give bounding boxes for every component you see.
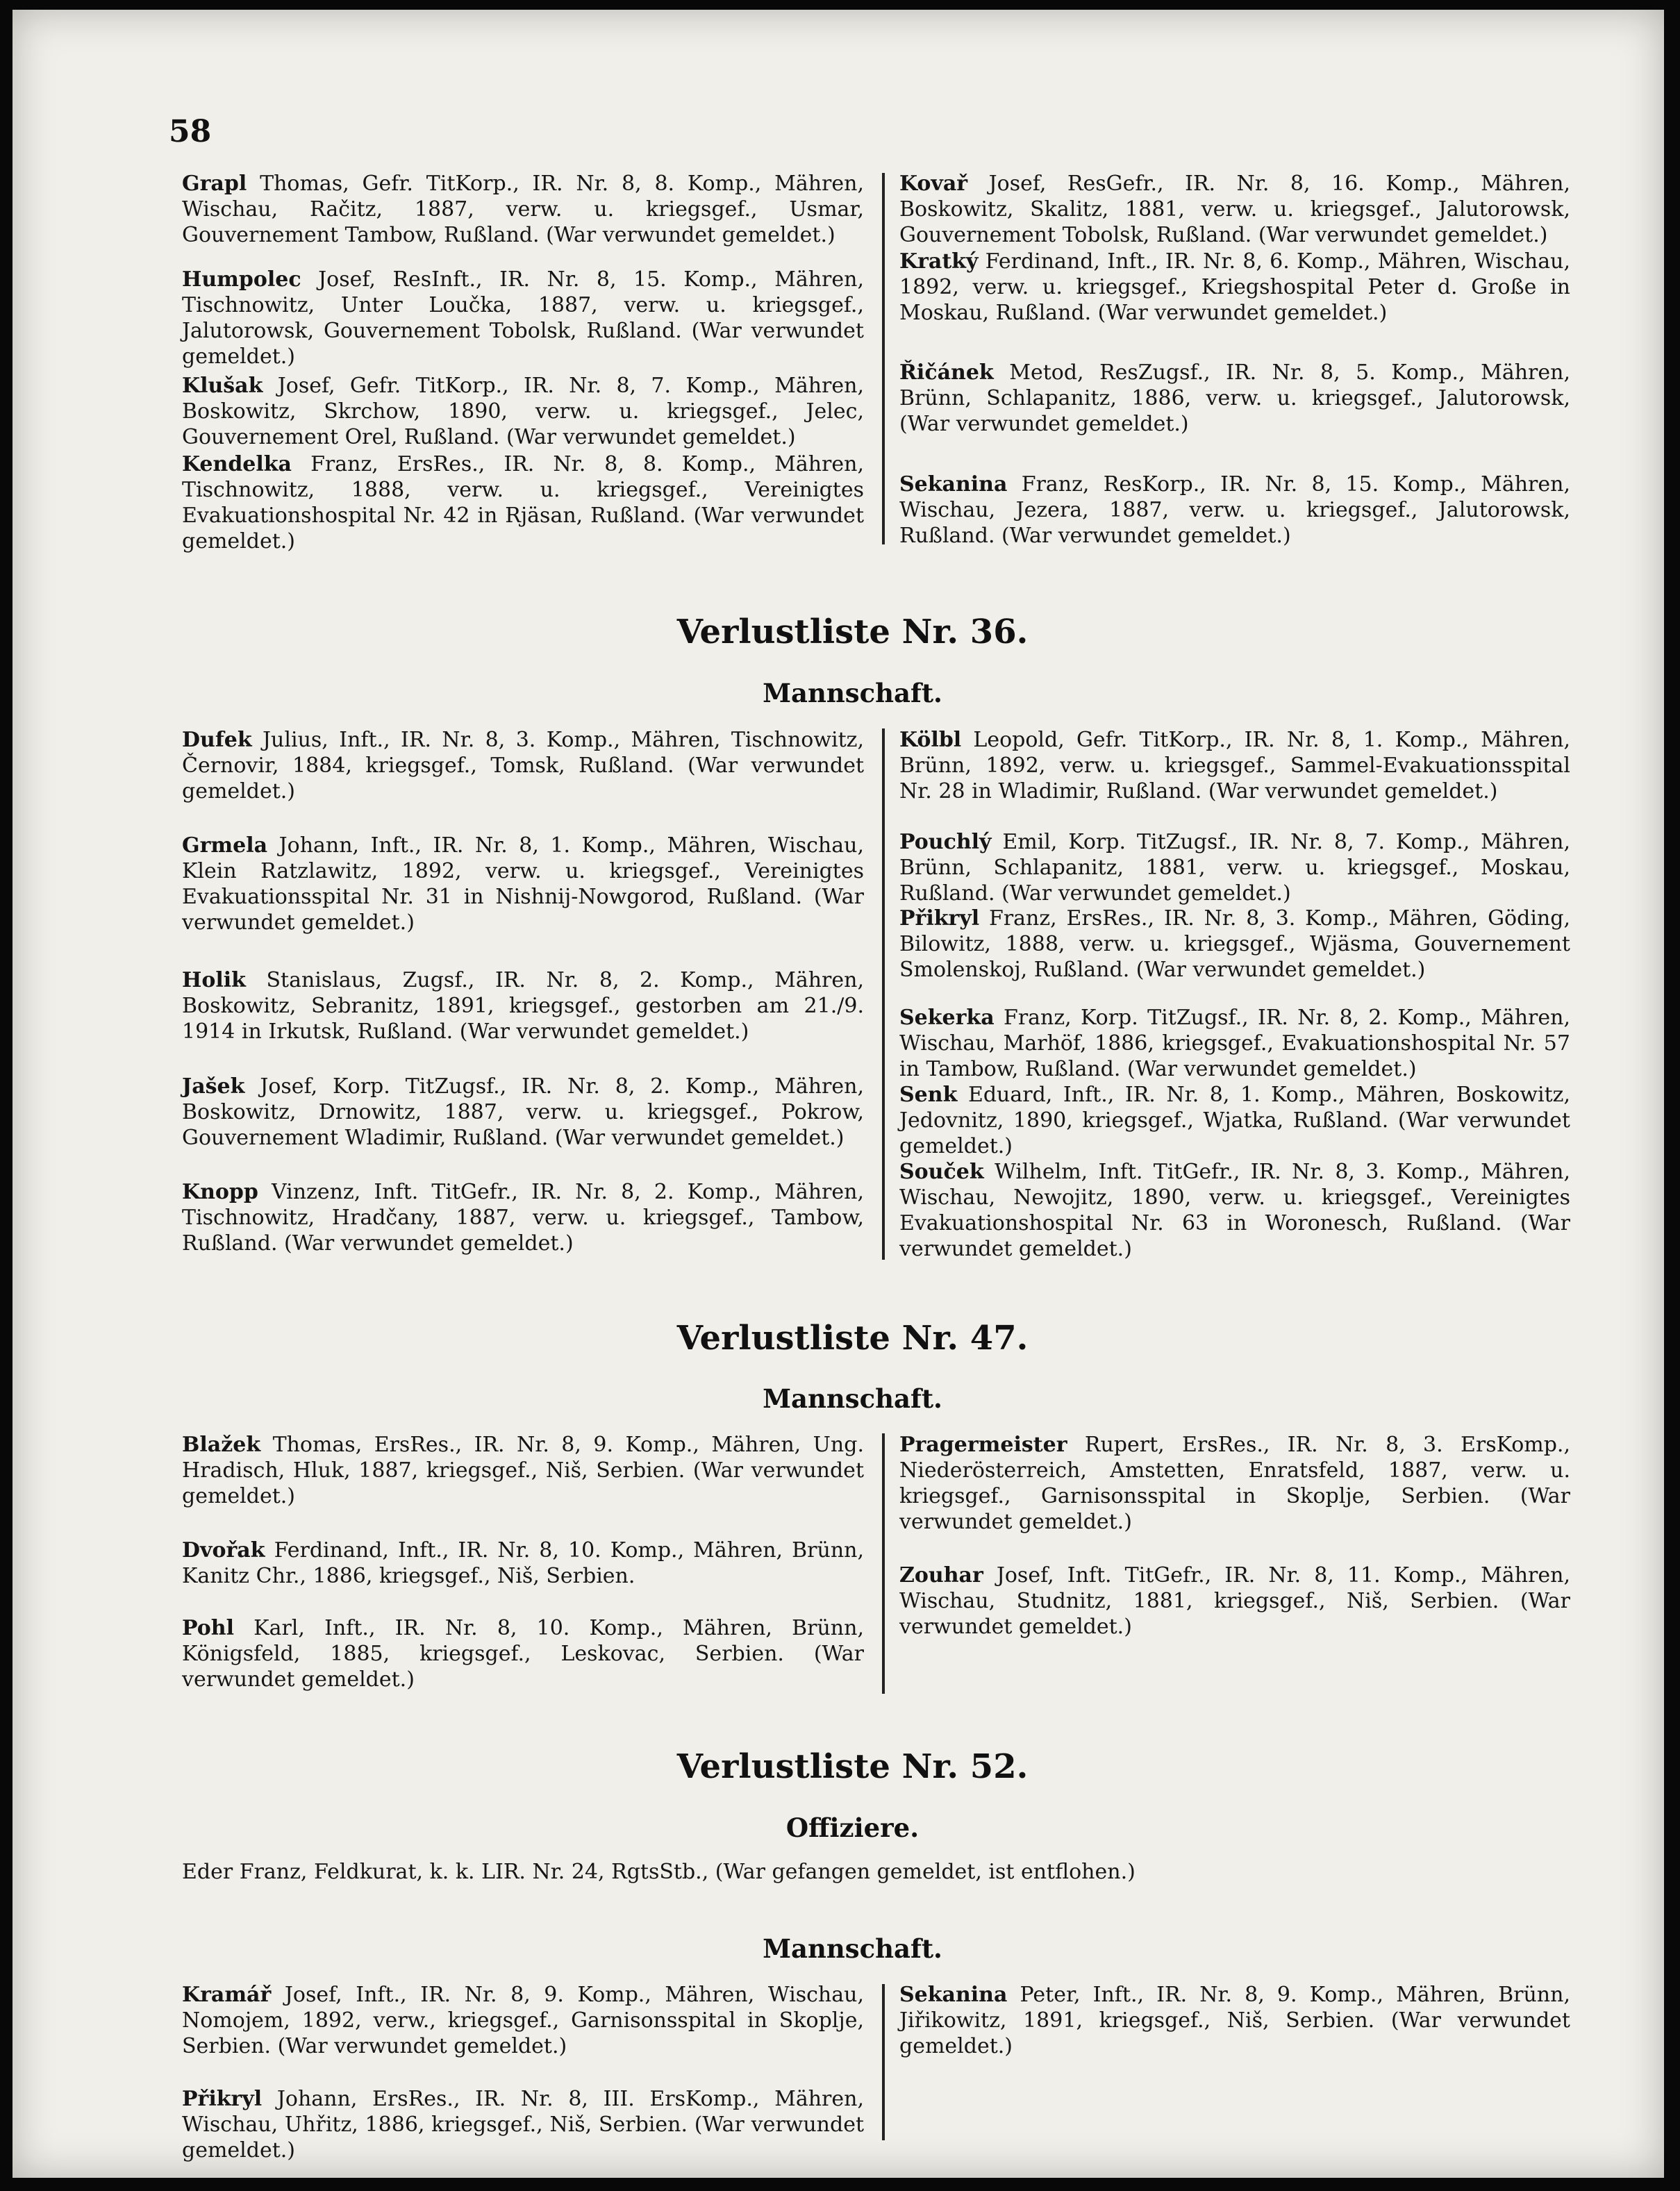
casualty-entry xyxy=(899,829,1570,906)
entry-surname: Kratký xyxy=(899,249,979,274)
entry-surname: Blažek xyxy=(182,1433,261,1457)
casualty-entry xyxy=(182,171,864,248)
column-divider xyxy=(882,1984,885,2140)
casualty-entry xyxy=(182,451,864,554)
entry-details: Leopold, Gefr. TitKorp., IR. Nr. 8, 1. Komp., Mähren, Brünn, 1892, verw. u. kriegsgef., Sammel-Evakuationsspital Nr. 28 in Wladimir, Rußland. (War verwundet gemeldet.) xyxy=(899,728,1570,803)
casualty-entry xyxy=(182,1074,864,1151)
section-subtitle: Mannschaft. xyxy=(763,1383,942,1414)
entry-details: Karl, Inft., IR. Nr. 8, 10. Komp., Mähren, Brünn, Königsfeld, 1885, kriegsgef., Leskovac, Serbien. (War verwundet gemeldet.) xyxy=(182,1616,864,1692)
entry-surname: Pouchlý xyxy=(899,830,992,854)
casualty-entry xyxy=(899,360,1570,437)
casualty-entry xyxy=(899,1082,1570,1159)
casualty-entry xyxy=(899,1563,1570,1640)
entry-details: Franz, Korp. TitZugsf., IR. Nr. 8, 2. Komp., Mähren, Wischau, Marhöf, 1886, kriegsgef., Evakuationshospital Nr. 57 in Tambow, Rußland. (War verwundet gemeldet.) xyxy=(899,1006,1570,1081)
entry-surname: Holik xyxy=(182,968,246,992)
entry-details: Josef, ResGefr., IR. Nr. 8, 16. Komp., Mähren, Boskowitz, Skalitz, 1881, verw. u. kriegsgef., Jalutorowsk, Gouvernement Tobolsk, Rußland. (War verwundet gemeldet.) xyxy=(899,172,1570,247)
entry-surname: Klušak xyxy=(182,374,263,398)
entry-surname: Grapl xyxy=(182,172,247,196)
casualty-entry xyxy=(182,267,864,369)
entry-details: Franz, Feldkurat, k. k. LIR. Nr. 24, RgtsStb., (War gefangen gemeldet, ist entflohen.) xyxy=(239,1860,1136,1884)
document-page xyxy=(13,10,1664,2178)
entry-surname: Kovař xyxy=(899,172,968,196)
entry-details: Franz, ErsRes., IR. Nr. 8, 8. Komp., Mähren, Tischnowitz, 1888, verw. u. kriegsgef., Vereinigtes Evakuationshospital Nr. 42 in Rjäsan, Rußland. (War verwundet gemeldet.) xyxy=(182,452,864,553)
entry-details: Josef, Korp. TitZugsf., IR. Nr. 8, 2. Komp., Mähren, Boskowitz, Drnowitz, 1887, verw. u. kriegsgef., Pokrow, Gouvernement Wladimir, Rußland. (War verwundet gemeldet.) xyxy=(182,1074,864,1150)
casualty-entry xyxy=(182,1179,864,1256)
casualty-entry xyxy=(899,171,1570,248)
entry-details: Josef, Inft., IR. Nr. 8, 9. Komp., Mähren, Wischau, Nomojem, 1892, verw., kriegsgef., Garnisonsspital in Skoplje, Serbien. (War verwundet gemeldet.) xyxy=(182,1983,864,2058)
casualty-entry xyxy=(899,1432,1570,1535)
entry-surname: Zouhar xyxy=(899,1563,983,1588)
entry-surname: Kendelka xyxy=(182,452,292,476)
entry-surname: Sekanina xyxy=(899,472,1008,497)
entry-details: Josef, Gefr. TitKorp., IR. Nr. 8, 7. Komp., Mähren, Boskowitz, Skrchow, 1890, verw. u. kriegsgef., Jelec, Gouvernement Orel, Rußland. (War verwundet gemeldet.) xyxy=(182,374,865,449)
entry-surname: Souček xyxy=(899,1160,984,1184)
entry-details: Johann, ErsRes., IR. Nr. 8, III. ErsKomp., Mähren, Wischau, Uhřitz, 1886, kriegsgef., Niš, Serbien. (War verwundet gemeldet.) xyxy=(182,2087,864,2163)
entry-details: Franz, ResKorp., IR. Nr. 8, 15. Komp., Mähren, Wischau, Jezera, 1887, verw. u. kriegsgef., Jalutorowsk, Rußland. (War verwundet gemeldet.) xyxy=(899,472,1570,548)
entry-details: Josef, Inft. TitGefr., IR. Nr. 8, 11. Komp., Mähren, Wischau, Studnitz, 1881, kriegsgef., Niš, Serbien. (War verwundet gemeldet.) xyxy=(899,1563,1570,1639)
casualty-entry xyxy=(182,373,864,450)
entry-details: Thomas, Gefr. TitKorp., IR. Nr. 8, 8. Komp., Mähren, Wischau, Račitz, 1887, verw. u. kriegsgef., Usmar, Gouvernement Tambow, Rußland. (War verwundet gemeldet.) xyxy=(182,172,864,247)
casualty-entry xyxy=(899,249,1570,326)
entry-details: Franz, ErsRes., IR. Nr. 8, 3. Komp., Mähren, Göding, Bilowitz, 1888, verw. u. kriegsgef., Wjäsma, Gouvernement Smolenskoj, Rußland. (War verwundet gemeldet.) xyxy=(899,906,1570,982)
section-subtitle: Mannschaft. xyxy=(763,678,942,708)
section-title: Verlustliste Nr. 36. xyxy=(676,613,1029,651)
column-divider xyxy=(882,1433,885,1694)
entry-details: Emil, Korp. TitZugsf., IR. Nr. 8, 7. Komp., Mähren, Brünn, Schlapanitz, 1881, verw. u. kriegsgef., Moskau, Rußland. (War verwundet gemeldet.) xyxy=(899,830,1570,906)
entry-surname: Humpolec xyxy=(182,267,301,292)
casualty-entry xyxy=(899,1005,1570,1082)
entry-details: Eduard, Inft., IR. Nr. 8, 1. Komp., Mähren, Boskowitz, Jedovnitz, 1890, kriegsgef., Wjatka, Rußland. (War verwundet gemeldet.) xyxy=(899,1083,1570,1158)
entry-details: Wilhelm, Inft. TitGefr., IR. Nr. 8, 3. Komp., Mähren, Wischau, Newojitz, 1890, verw. u. kriegsgef., Vereinigtes Evakuationshospital Nr. 63 in Woronesch, Rußland. (War verwundet gemeldet.) xyxy=(899,1160,1570,1261)
section-title: Verlustliste Nr. 52. xyxy=(676,1747,1029,1786)
entry-surname: Dufek xyxy=(182,728,252,752)
casualty-entry xyxy=(899,906,1570,983)
casualty-entry xyxy=(182,1615,864,1692)
entry-details: Josef, ResInft., IR. Nr. 8, 15. Komp., Mähren, Tischnowitz, Unter Loučka, 1887, verw. u. kriegsgef., Jalutorowsk, Gouvernement Tobolsk, Rußland. (War verwundet gemeldet.) xyxy=(182,267,864,369)
entry-details: Vinzenz, Inft. TitGefr., IR. Nr. 8, 2. Komp., Mähren, Tischnowitz, Hradčany, 1887, verw. u. kriegsgef., Tambow, Rußland. (War verwundet gemeldet.) xyxy=(182,1180,864,1256)
casualty-entry xyxy=(182,1538,864,1589)
casualty-entry xyxy=(899,1159,1570,1262)
column-divider xyxy=(882,728,885,1260)
entry-surname: Sekerka xyxy=(899,1006,995,1030)
entry-details: Johann, Inft., IR. Nr. 8, 1. Komp., Mähren, Wischau, Klein Ratzlawitz, 1892, verw. u. kriegsgef., Vereinigtes Evakuationsspital Nr. 31 in Nishnij-Nowgorod, Rußland. (War verwundet gemeldet.) xyxy=(182,833,864,935)
casualty-entry xyxy=(899,727,1570,804)
entry-surname: Přikryl xyxy=(899,906,980,931)
entry-surname: Jašek xyxy=(182,1074,245,1099)
entry-surname: Pohl xyxy=(182,1616,234,1640)
entry-details: Peter, Inft., IR. Nr. 8, 9. Komp., Mähren, Brünn, Jiřikowitz, 1891, kriegsgef., Niš, Serbien. (War verwundet gemeldet.) xyxy=(899,1983,1570,2058)
officer-entry xyxy=(182,1859,1571,1885)
casualty-entry xyxy=(182,1982,864,2059)
section-title: Verlustliste Nr. 47. xyxy=(676,1319,1029,1358)
entry-surname: Kramář xyxy=(182,1983,272,2007)
entry-surname: Dvořak xyxy=(182,1538,265,1563)
casualty-entry xyxy=(182,833,864,935)
section-subtitle: Mannschaft. xyxy=(763,1933,942,1964)
casualty-entry xyxy=(182,727,864,804)
entry-surname: Grmela xyxy=(182,833,268,858)
casualty-entry xyxy=(899,472,1570,549)
casualty-entry xyxy=(182,967,864,1044)
entry-surname: Přikryl xyxy=(182,2087,263,2111)
entry-details: Rupert, ErsRes., IR. Nr. 8, 3. ErsKomp., Niederösterreich, Amstetten, Enratsfeld, 1887, verw. u. kriegsgef., Garnisonsspital in Skoplje, Serbien. (War verwundet gemeldet.) xyxy=(899,1433,1570,1534)
entry-details: Ferdinand, Inft., IR. Nr. 8, 6. Komp., Mähren, Wischau, 1892, verw. u. kriegsgef., Kriegshospital Peter d. Große in Moskau, Rußland. (War verwundet gemeldet.) xyxy=(899,249,1570,325)
entry-details: Thomas, ErsRes., IR. Nr. 8, 9. Komp., Mähren, Ung. Hradisch, Hluk, 1887, kriegsgef., Niš, Serbien. (War verwundet gemeldet.) xyxy=(182,1433,864,1508)
entry-details: Julius, Inft., IR. Nr. 8, 3. Komp., Mähren, Tischnowitz, Černovir, 1884, kriegsgef., Tomsk, Rußland. (War verwundet gemeldet.) xyxy=(182,728,864,803)
entry-details: Metod, ResZugsf., IR. Nr. 8, 5. Komp., Mähren, Brünn, Schlapanitz, 1886, verw. u. kriegsgef., Jalutorowsk, (War verwundet gemeldet.) xyxy=(899,360,1570,436)
entry-surname: Kölbl xyxy=(899,728,962,752)
entry-surname: Sekanina xyxy=(899,1983,1008,2007)
entry-surname: Eder xyxy=(182,1860,233,1884)
casualty-entry xyxy=(182,2086,864,2163)
page-number: 58 xyxy=(169,114,212,149)
entry-surname: Řičánek xyxy=(899,360,994,385)
entry-surname: Pragermeister xyxy=(899,1433,1067,1457)
officers-subtitle: Offiziere. xyxy=(785,1813,920,1843)
entry-surname: Knopp xyxy=(182,1180,258,1204)
casualty-entry xyxy=(182,1432,864,1509)
column-divider xyxy=(882,173,885,544)
entry-details: Stanislaus, Zugsf., IR. Nr. 8, 2. Komp., Mähren, Boskowitz, Sebranitz, 1891, kriegsgef., gestorben am 21./9. 1914 in Irkutsk, Rußland. (War verwundet gemeldet.) xyxy=(182,968,864,1044)
entry-details: Ferdinand, Inft., IR. Nr. 8, 10. Komp., Mähren, Brünn, Kanitz Chr., 1886, kriegsgef., Niš, Serbien. xyxy=(182,1538,864,1588)
casualty-entry xyxy=(899,1982,1570,2059)
entry-surname: Senk xyxy=(899,1083,958,1107)
